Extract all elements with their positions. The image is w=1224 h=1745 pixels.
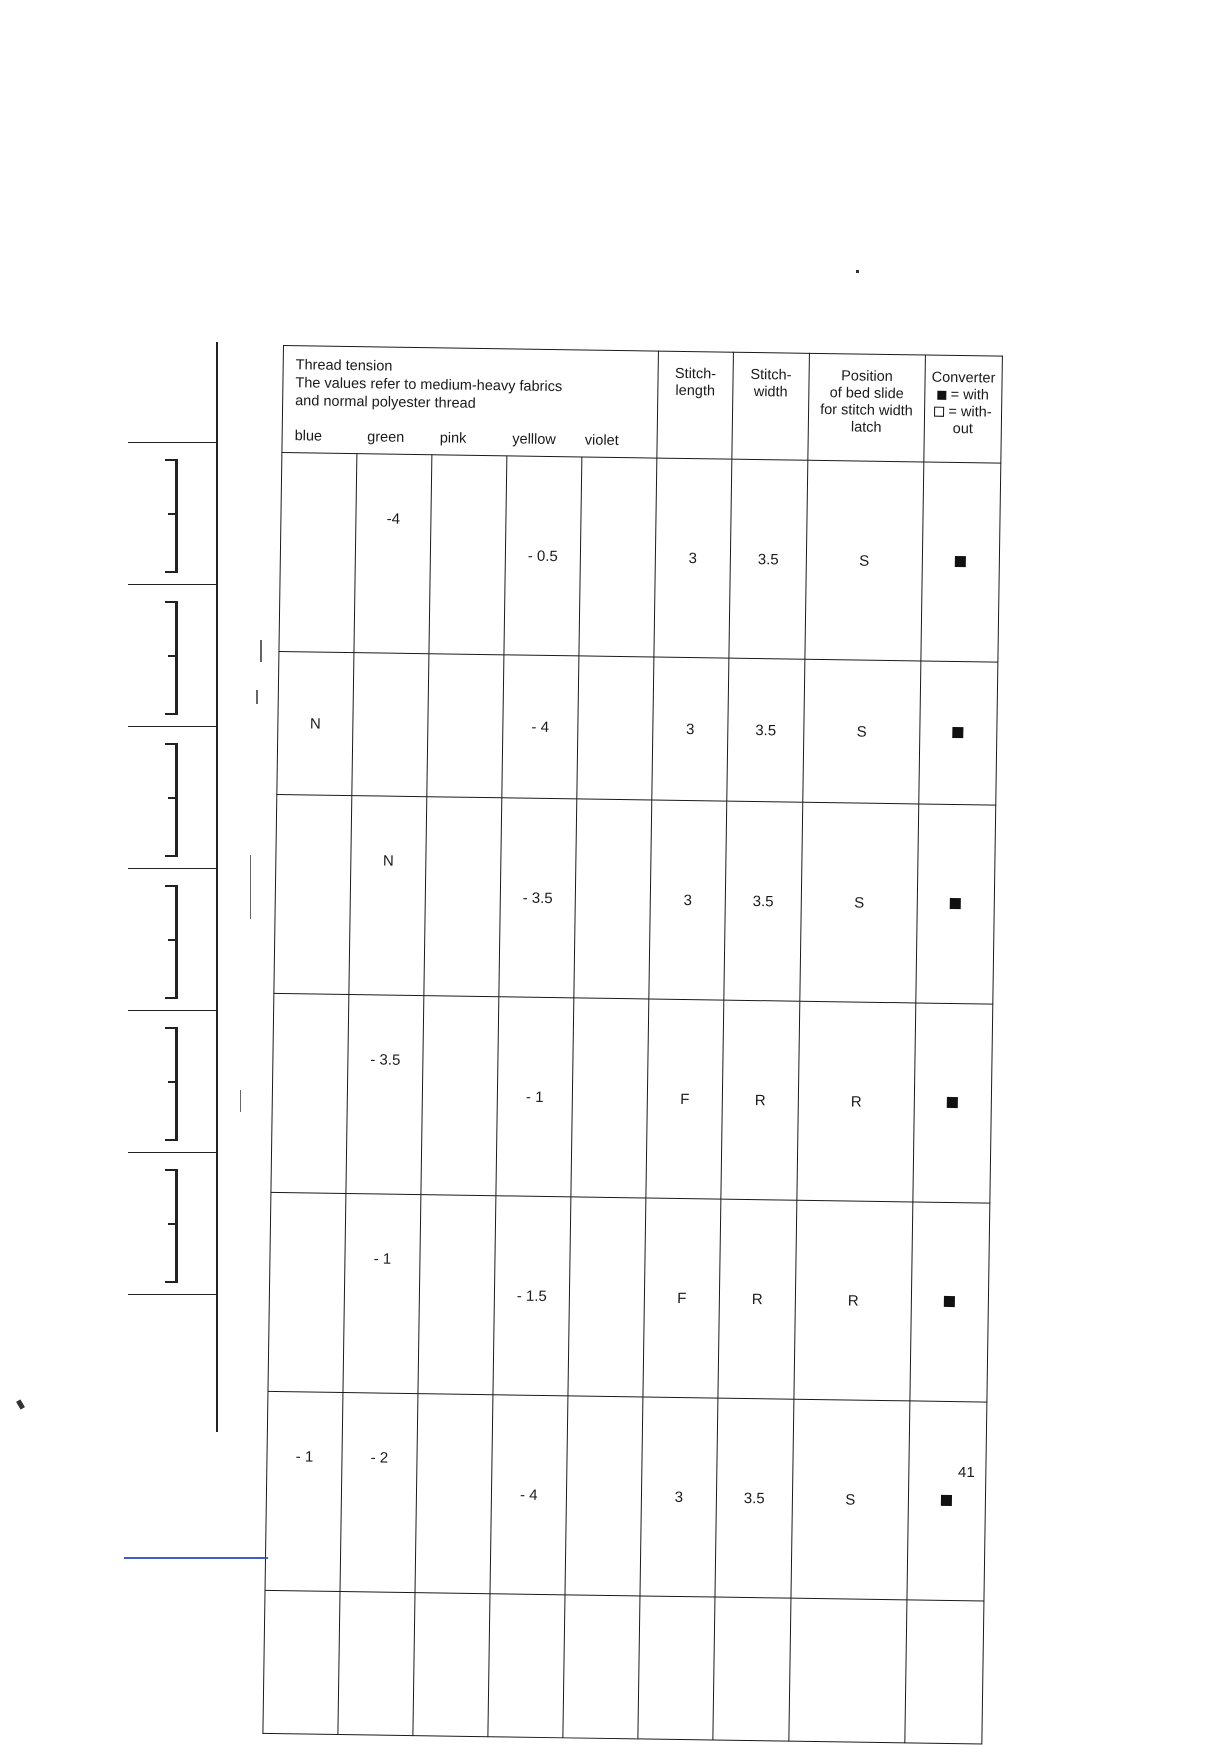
violet-cell [571, 998, 649, 1198]
pink-cell [415, 1394, 493, 1594]
color-label-green: green [367, 429, 405, 446]
converter-cell [913, 1003, 993, 1203]
header-subtitle-line2: and normal polyester thread [295, 393, 476, 412]
scan-mark [250, 855, 251, 919]
converter-cell [907, 1401, 987, 1601]
violet-cell [563, 1595, 640, 1739]
converter-legend-without [925, 404, 1002, 439]
table-row-empty [263, 1590, 984, 1744]
stitch-length-header: Stitch- length [657, 351, 734, 459]
violet-cell [574, 799, 652, 999]
table-row [271, 993, 993, 1203]
converter-cell [921, 462, 1001, 662]
strip-cell [128, 726, 216, 867]
color-label-pink: pink [439, 430, 467, 447]
green-cell [338, 1591, 415, 1735]
blue-cell [268, 1192, 346, 1392]
table-row [277, 651, 998, 805]
filled-square-icon [944, 1295, 955, 1306]
stitch-length-cell: 3 [640, 1397, 718, 1597]
filled-square-icon [938, 390, 947, 399]
pink-cell [413, 1593, 490, 1737]
header-title: Thread tension [295, 357, 393, 375]
converter-header [924, 355, 1003, 463]
strip-cell [128, 868, 216, 1009]
blue-cell [263, 1590, 340, 1734]
violet-cell [565, 1396, 643, 1596]
table-row [265, 1391, 987, 1601]
stitch-illustration-icon [165, 743, 178, 857]
scan-mark [240, 1090, 241, 1112]
stitch-length-cell: 3 [652, 657, 729, 801]
thread-tension-table [262, 345, 1003, 1745]
filled-square-icon [941, 1494, 952, 1505]
header-subtitle-line1: The values refer to medium-heavy fabrics [295, 375, 563, 396]
strip-cell [128, 1152, 216, 1293]
filled-square-icon [947, 1096, 958, 1107]
pink-cell [418, 1195, 496, 1395]
pink-cell [429, 455, 507, 655]
yellow-cell [488, 1594, 565, 1738]
thread-color-labels [295, 428, 645, 449]
scan-mark [256, 690, 258, 704]
stitch-width-cell: R [721, 1000, 800, 1200]
page-number: 41 [958, 1464, 975, 1481]
scan-mark [260, 640, 262, 662]
color-label-violet: violet [584, 432, 619, 449]
converter-with-label: = with [950, 386, 990, 404]
stitch-length-cell: 3 [654, 458, 732, 658]
violet-cell [579, 457, 657, 657]
yellow-cell: - 0.5 [504, 456, 582, 656]
table-row [279, 452, 1001, 662]
thread-tension-header [282, 346, 658, 459]
bed-slide-cell [789, 1598, 907, 1743]
violet-cell [568, 1197, 646, 1397]
bed-slide-cell: S [800, 802, 919, 1003]
stitch-width-cell: 3.5 [727, 658, 805, 802]
stitch-illustration-icon [165, 601, 178, 715]
stitch-width-cell: 3.5 [724, 801, 803, 1001]
green-cell: -4 [354, 454, 432, 654]
yellow-cell: - 4 [502, 655, 579, 799]
stitch-illustration-icon [165, 1027, 178, 1141]
color-label-yellow: yelllow [512, 431, 556, 449]
strip-cell [128, 584, 216, 725]
yellow-cell: - 4 [490, 1395, 568, 1595]
blue-cell: N [277, 651, 354, 795]
stitch-width-cell [713, 1597, 791, 1741]
converter-without-label: = with- out [948, 403, 992, 438]
green-cell: - 2 [340, 1393, 418, 1593]
stitch-width-cell: R [718, 1199, 797, 1399]
filled-square-icon [955, 555, 966, 566]
stitch-length-cell: F [643, 1198, 721, 1398]
converter-legend-with [925, 387, 1001, 405]
bed-slide-cell: S [803, 659, 921, 804]
stitch-width-cell: 3.5 [715, 1398, 794, 1598]
facing-page-strip [128, 342, 218, 1432]
green-cell: - 3.5 [346, 995, 424, 1195]
table-row [268, 1192, 990, 1402]
bed-slide-header: Position of bed slide for stitch width latch [808, 353, 926, 462]
strip-cell [128, 1294, 216, 1435]
strip-cell [128, 1010, 216, 1151]
scan-speck [856, 270, 859, 273]
yellow-cell: - 1 [496, 997, 574, 1197]
blue-cell [271, 993, 349, 1193]
converter-cell [916, 804, 996, 1004]
yellow-cell: - 1.5 [493, 1196, 571, 1396]
stitch-illustration-icon [165, 459, 178, 573]
scan-speck [16, 1399, 25, 1409]
converter-cell [905, 1600, 984, 1744]
footer-line [124, 1557, 268, 1559]
stitch-length-cell: F [646, 999, 724, 1199]
stitch-length-cell: 3 [649, 800, 727, 1000]
violet-cell [577, 656, 654, 800]
converter-title: Converter [931, 369, 996, 387]
stitch-illustration-icon [165, 1169, 178, 1283]
bed-slide-cell: R [797, 1001, 916, 1202]
yellow-cell: - 3.5 [499, 798, 577, 998]
pink-cell [424, 797, 502, 997]
green-cell: N [349, 796, 427, 996]
stitch-illustration-icon [165, 885, 178, 999]
converter-cell [910, 1202, 990, 1402]
blue-cell: - 1 [265, 1391, 343, 1591]
stitch-width-header: Stitch- width [732, 352, 810, 460]
header-row [282, 346, 1003, 464]
table-row [274, 794, 996, 1004]
color-label-blue: blue [294, 428, 323, 445]
filled-square-icon [953, 726, 964, 737]
blue-cell [274, 794, 352, 994]
blue-cell [279, 452, 357, 652]
stitch-width-cell: 3.5 [729, 459, 808, 659]
converter-cell [919, 661, 998, 805]
bed-slide-cell: R [794, 1200, 913, 1401]
stitch-length-cell [638, 1596, 715, 1740]
green-cell: - 1 [343, 1194, 421, 1394]
bed-slide-cell: S [791, 1399, 910, 1600]
pink-cell [421, 996, 499, 1196]
strip-cell [128, 442, 216, 583]
empty-square-icon [934, 407, 944, 417]
bed-slide-cell: S [805, 460, 924, 661]
filled-square-icon [950, 897, 961, 908]
pink-cell [427, 654, 504, 798]
green-cell [352, 653, 429, 797]
